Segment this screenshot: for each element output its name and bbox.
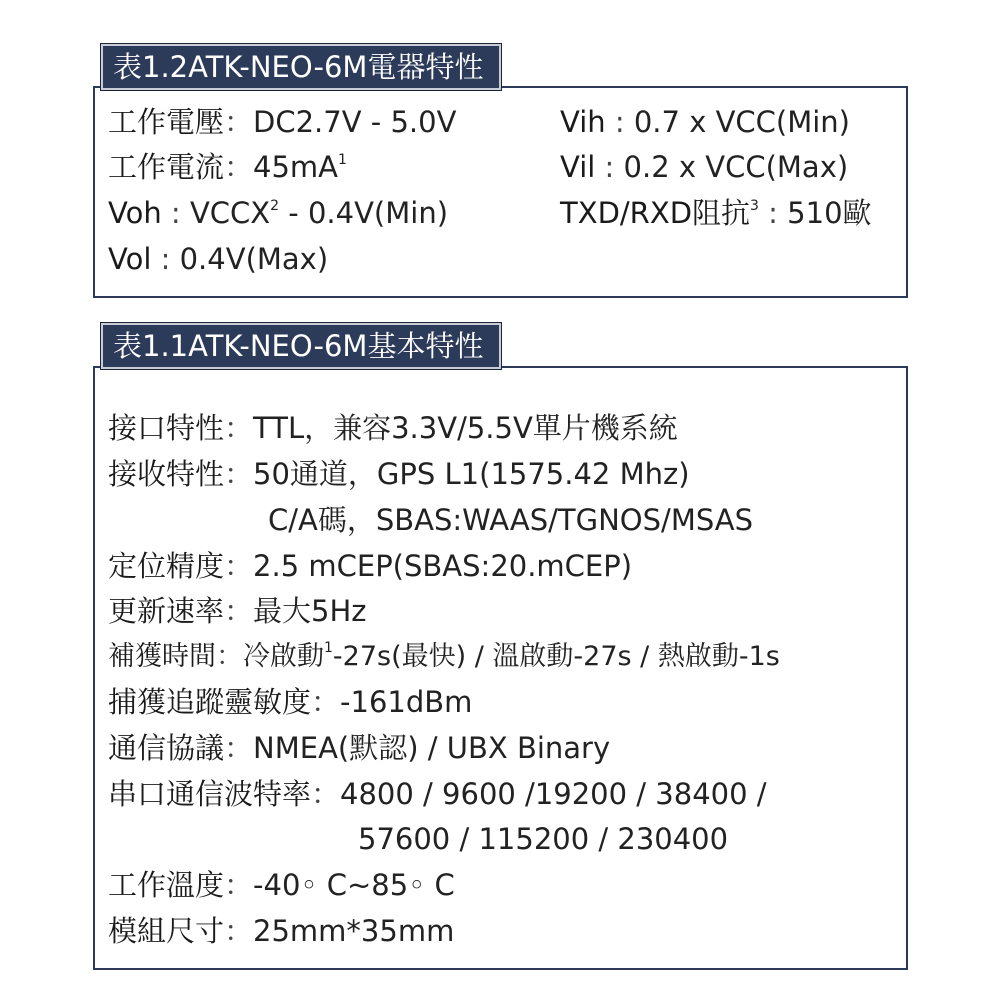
spec-label: 更新速率 bbox=[108, 594, 225, 628]
spec-row bbox=[108, 730, 610, 766]
spec-value: 0.7 x VCC(Min) bbox=[633, 105, 850, 139]
spec-value: DC2.7V - 5.0V bbox=[253, 105, 457, 139]
spec-value: 0.4V(Max) bbox=[179, 242, 329, 276]
spec-separator: : bbox=[758, 196, 788, 230]
spec-row bbox=[108, 548, 632, 584]
spec-label: 補獲時間 bbox=[108, 641, 216, 672]
spec-label: 接口特性 bbox=[108, 411, 225, 445]
spec-row-continuation bbox=[358, 821, 728, 857]
spec-separator: : bbox=[151, 242, 180, 276]
spec-row bbox=[108, 593, 367, 629]
spec-value: VCCX bbox=[189, 196, 271, 230]
spec-label: Voh bbox=[108, 196, 162, 230]
spec-separator: ： bbox=[224, 457, 254, 491]
electrical-characteristics-title: 表1.2ATK-NEO-6M電器特性 bbox=[100, 43, 502, 91]
spec-value: -40◦ C~85◦ C bbox=[253, 868, 455, 902]
spec-row bbox=[108, 913, 454, 949]
spec-separator: ： bbox=[311, 685, 341, 719]
spec-label: TXD/RXD阻抗 bbox=[560, 196, 751, 230]
spec-separator: ： bbox=[224, 549, 254, 583]
spec-row bbox=[560, 104, 850, 140]
footnote-marker: 1 bbox=[338, 152, 347, 168]
spec-value: 4800 / 9600 /19200 / 38400 / bbox=[340, 777, 767, 811]
spec-separator: ： bbox=[224, 868, 254, 902]
basic-characteristics-title: 表1.1ATK-NEO-6M基本特性 bbox=[100, 322, 502, 370]
spec-row bbox=[108, 104, 456, 140]
spec-label: Vol bbox=[108, 242, 152, 276]
spec-row-continuation bbox=[268, 502, 753, 538]
spec-row bbox=[108, 776, 767, 812]
spec-label: 定位精度 bbox=[108, 549, 225, 583]
spec-value: 50通道，GPS L1(1575.42 Mhz) bbox=[253, 457, 690, 491]
spec-label: 模組尺寸 bbox=[108, 914, 225, 948]
spec-value: 45mA bbox=[253, 150, 339, 184]
spec-value: 冷啟動 bbox=[243, 641, 324, 672]
spec-value: 0.2 x VCC(Max) bbox=[623, 150, 849, 184]
spec-value: 25mm*35mm bbox=[253, 914, 455, 948]
spec-row bbox=[560, 195, 872, 231]
spec-separator: : bbox=[595, 150, 624, 184]
spec-separator: ： bbox=[224, 731, 254, 765]
spec-value: C/A碼，SBAS:WAAS/TGNOS/MSAS bbox=[268, 503, 754, 537]
spec-label: 通信協議 bbox=[108, 731, 225, 765]
footnote-marker: 2 bbox=[270, 198, 280, 214]
spec-row bbox=[108, 149, 347, 185]
spec-value: 2.5 mCEP(SBAS:20.mCEP) bbox=[253, 549, 633, 583]
footnote-marker: 1 bbox=[324, 640, 333, 656]
spec-row bbox=[108, 867, 455, 903]
spec-row bbox=[108, 639, 780, 675]
spec-value: 57600 / 115200 / 230400 bbox=[358, 822, 729, 856]
spec-label: 工作電流 bbox=[108, 150, 225, 184]
spec-separator: ： bbox=[224, 105, 254, 139]
spec-row bbox=[108, 410, 678, 446]
spec-label: Vil bbox=[560, 150, 596, 184]
spec-separator: ： bbox=[224, 411, 254, 445]
spec-label: 工作電壓 bbox=[108, 105, 225, 139]
spec-separator: ： bbox=[224, 150, 254, 184]
spec-separator: ： bbox=[216, 641, 243, 672]
spec-row bbox=[108, 195, 448, 231]
spec-value: NMEA(默認) / UBX Binary bbox=[253, 731, 611, 765]
spec-value: 510歐 bbox=[787, 196, 872, 230]
spec-value: TTL，兼容3.3V/5.5V單片機系統 bbox=[253, 411, 678, 445]
spec-row bbox=[108, 241, 328, 277]
spec-row bbox=[108, 456, 690, 492]
spec-separator: : bbox=[161, 196, 190, 230]
spec-label: 工作溫度 bbox=[108, 868, 225, 902]
spec-value-tail: - 0.4V(Min) bbox=[279, 196, 449, 230]
spec-value-tail: -27s(最快) / 溫啟動-27s / 熱啟動-1s bbox=[332, 641, 780, 672]
spec-label: 捕獲追蹤靈敏度 bbox=[108, 685, 312, 719]
footnote-marker: 3 bbox=[750, 198, 759, 214]
spec-separator: : bbox=[605, 105, 634, 139]
spec-row bbox=[108, 684, 472, 720]
spec-value: 最大5Hz bbox=[253, 594, 367, 628]
spec-label: 接收特性 bbox=[108, 457, 225, 491]
spec-row bbox=[560, 149, 848, 185]
spec-label: Vih bbox=[560, 105, 606, 139]
spec-label: 串口通信波特率 bbox=[108, 777, 312, 811]
spec-separator: ： bbox=[311, 777, 341, 811]
spec-separator: ： bbox=[224, 594, 254, 628]
spec-value: -161dBm bbox=[340, 685, 473, 719]
spec-separator: ： bbox=[224, 914, 254, 948]
